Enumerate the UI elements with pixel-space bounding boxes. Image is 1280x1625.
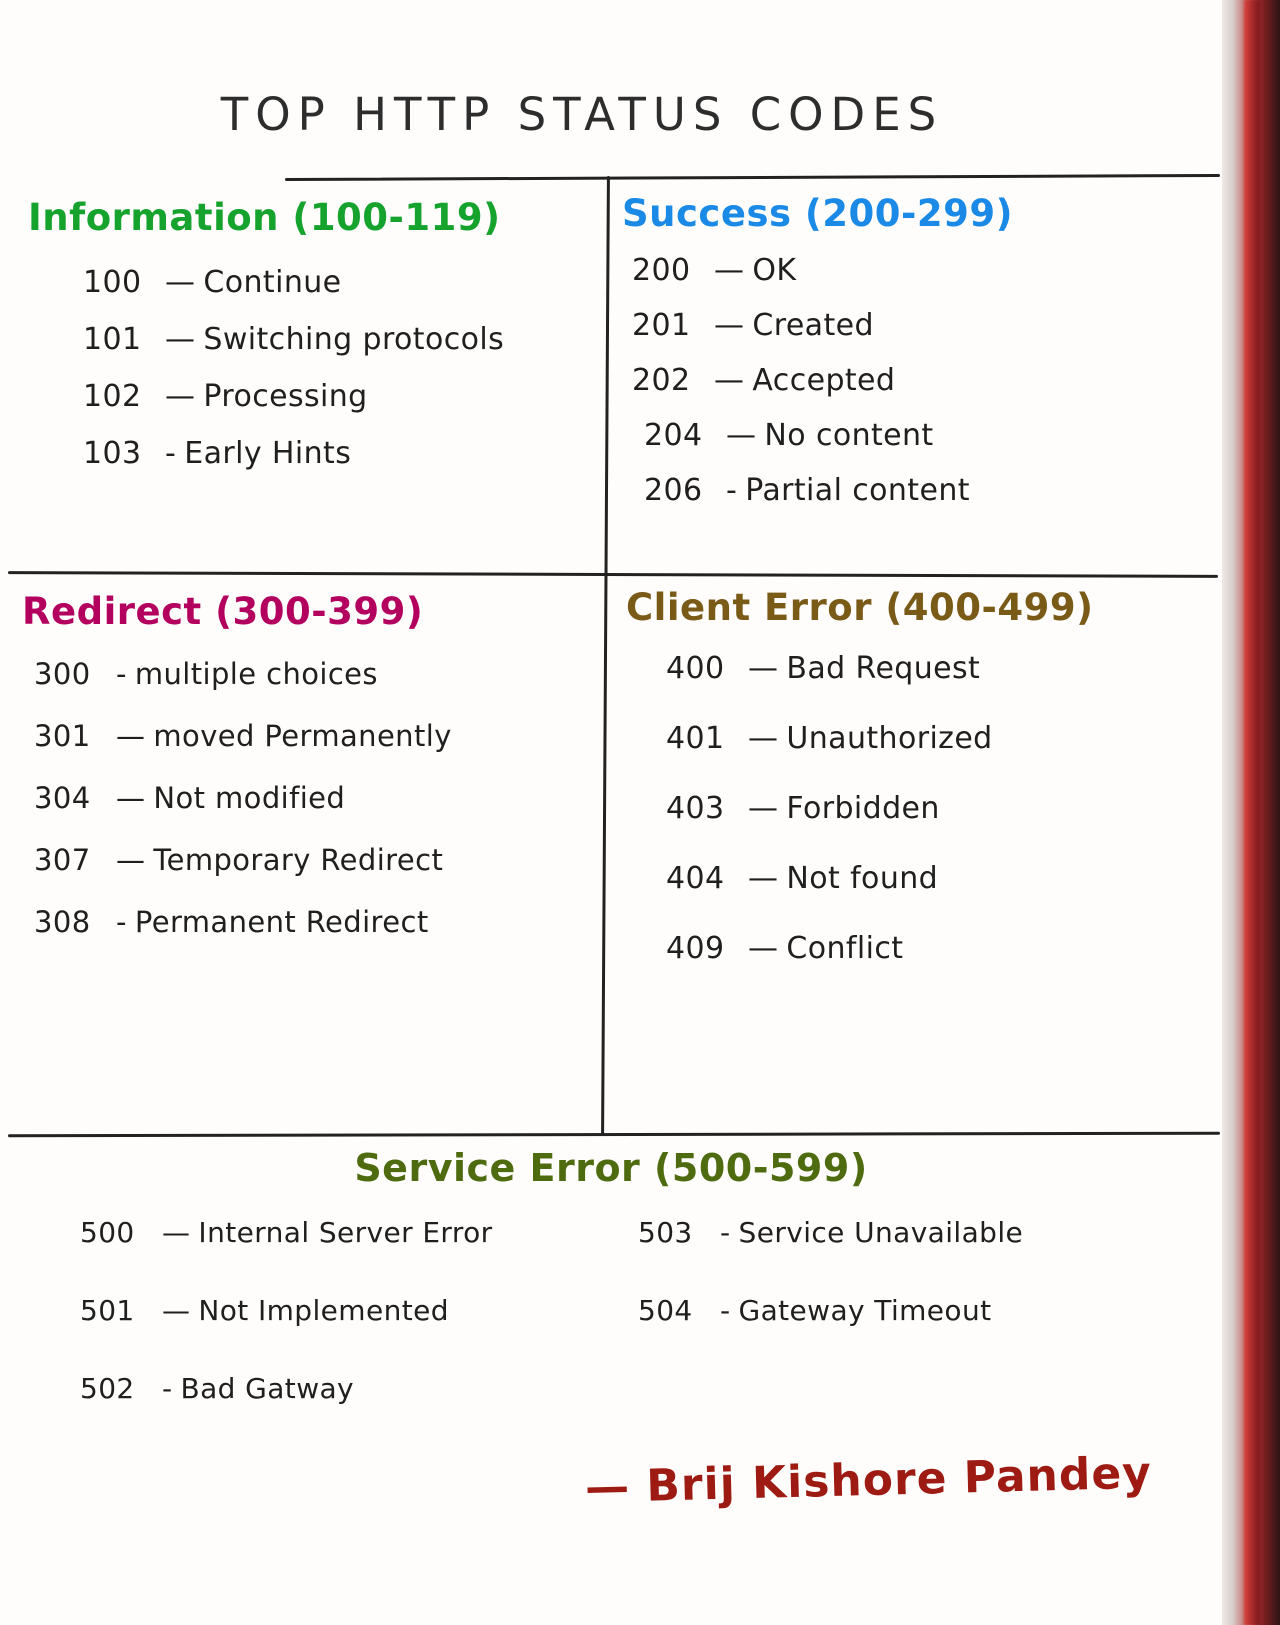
- section-heading-client-error: Client Error (400-499): [626, 586, 1094, 629]
- dash: -: [726, 473, 738, 508]
- page-title: TOP HTTP STATUS CODES: [220, 88, 944, 141]
- status-text: Conflict: [786, 931, 904, 966]
- list-item: [22, 905, 612, 939]
- list-item: [80, 1294, 616, 1327]
- status-code: 200: [632, 253, 691, 288]
- title-underline: [285, 174, 1220, 181]
- status-code: 403: [666, 791, 725, 826]
- list-item: [22, 657, 612, 691]
- list-item: [626, 721, 1221, 756]
- status-text: multiple choices: [134, 657, 378, 691]
- dash: -: [116, 905, 127, 939]
- dash: -: [116, 657, 127, 691]
- status-text: Processing: [203, 379, 368, 414]
- status-code: 500: [80, 1216, 135, 1249]
- status-code: 404: [666, 861, 725, 896]
- status-code-list-success: [622, 253, 1192, 508]
- status-text: Permanent Redirect: [134, 905, 429, 939]
- list-item: [622, 253, 1192, 288]
- list-item: [626, 931, 1221, 966]
- status-code-list-service-error: [0, 1216, 1222, 1450]
- section-service-error: [0, 1146, 1222, 1450]
- status-text: Service Unavailable: [738, 1216, 1024, 1249]
- status-text: Temporary Redirect: [153, 843, 444, 877]
- status-text: Accepted: [752, 363, 896, 398]
- status-text: Unauthorized: [786, 721, 993, 756]
- list-item: [22, 781, 612, 815]
- list-item: [622, 418, 1192, 453]
- dash: —: [165, 379, 196, 414]
- status-text: Bad Gatway: [180, 1372, 355, 1405]
- list-item: [28, 265, 598, 300]
- section-information: [28, 196, 598, 493]
- status-code: 102: [83, 379, 142, 414]
- dash: —: [726, 418, 757, 453]
- status-text: Continue: [203, 265, 342, 300]
- list-item: [28, 379, 598, 414]
- status-code: 202: [632, 363, 691, 398]
- status-text: Early Hints: [184, 436, 352, 471]
- status-code: 503: [638, 1216, 693, 1249]
- status-code: 300: [34, 657, 91, 691]
- horizontal-divider-middle: [8, 571, 1218, 578]
- section-success: [622, 192, 1192, 528]
- list-item: [616, 1294, 1152, 1327]
- status-code: 501: [80, 1294, 135, 1327]
- dash: —: [748, 861, 779, 896]
- status-text: moved Permanently: [153, 719, 452, 753]
- list-item: [616, 1216, 1152, 1249]
- list-item: [626, 791, 1221, 826]
- status-code: 308: [34, 905, 91, 939]
- status-code: 103: [83, 436, 142, 471]
- status-code: 502: [80, 1372, 135, 1405]
- status-text: Switching protocols: [203, 322, 505, 357]
- status-code: 409: [666, 931, 725, 966]
- dash: —: [748, 791, 779, 826]
- status-code-list-redirect: [22, 657, 612, 939]
- dash: -: [720, 1216, 731, 1249]
- status-text: Forbidden: [786, 791, 940, 826]
- status-code-list-information: [28, 265, 598, 471]
- status-code-list-client-error: [626, 651, 1221, 966]
- dash: —: [165, 322, 196, 357]
- dash: —: [116, 781, 146, 815]
- dash: -: [720, 1294, 731, 1327]
- status-code: 206: [644, 473, 703, 508]
- list-item: [622, 308, 1192, 343]
- dash: -: [165, 436, 177, 471]
- list-item: [28, 436, 598, 471]
- dash: —: [714, 253, 745, 288]
- dash: —: [116, 843, 146, 877]
- status-code: 304: [34, 781, 91, 815]
- dash: —: [116, 719, 146, 753]
- status-code: 201: [632, 308, 691, 343]
- status-text: Gateway Timeout: [738, 1294, 992, 1327]
- status-code: 307: [34, 843, 91, 877]
- page-edge-strip: [1222, 0, 1280, 1625]
- list-item: [626, 861, 1221, 896]
- status-text: Internal Server Error: [198, 1216, 493, 1249]
- author-signature: — Brij Kishore Pandey: [584, 1447, 1153, 1514]
- dash: —: [162, 1216, 191, 1249]
- status-text: No content: [764, 418, 934, 453]
- list-item: [22, 719, 612, 753]
- dash: —: [748, 651, 779, 686]
- section-heading-service-error: Service Error (500-599): [354, 1146, 868, 1190]
- list-item: [22, 843, 612, 877]
- list-item: [80, 1216, 616, 1249]
- list-item: [28, 322, 598, 357]
- status-text: Not Implemented: [198, 1294, 449, 1327]
- dash: —: [165, 265, 196, 300]
- dash: —: [162, 1294, 191, 1327]
- status-code: 101: [83, 322, 142, 357]
- status-code: 100: [83, 265, 142, 300]
- status-text: Created: [752, 308, 874, 343]
- section-heading-success: Success (200-299): [622, 192, 1014, 235]
- dash: —: [748, 721, 779, 756]
- section-client-error: [626, 586, 1221, 1001]
- dash: —: [714, 308, 745, 343]
- status-code: 401: [666, 721, 725, 756]
- status-text: OK: [752, 253, 797, 288]
- status-code: 504: [638, 1294, 693, 1327]
- status-code: 400: [666, 651, 725, 686]
- list-item: [626, 651, 1221, 686]
- dash: -: [162, 1372, 173, 1405]
- dash: —: [748, 931, 779, 966]
- section-heading-redirect: Redirect (300-399): [22, 590, 424, 633]
- page-edge-highlight: [1244, 0, 1260, 1625]
- service-error-column-right: [616, 1216, 1152, 1450]
- list-item: [622, 363, 1192, 398]
- section-heading-information: Information (100-119): [28, 196, 501, 239]
- horizontal-divider-bottom: [8, 1132, 1220, 1138]
- status-code: 204: [644, 418, 703, 453]
- status-text: Not found: [786, 861, 939, 896]
- status-text: Partial content: [745, 473, 970, 508]
- status-text: Bad Request: [786, 651, 981, 686]
- list-item: [622, 473, 1192, 508]
- status-text: Not modified: [153, 781, 346, 815]
- status-code: 301: [34, 719, 91, 753]
- section-redirect: [22, 590, 612, 967]
- list-item: [80, 1372, 616, 1405]
- dash: —: [714, 363, 745, 398]
- service-error-column-left: [80, 1216, 616, 1450]
